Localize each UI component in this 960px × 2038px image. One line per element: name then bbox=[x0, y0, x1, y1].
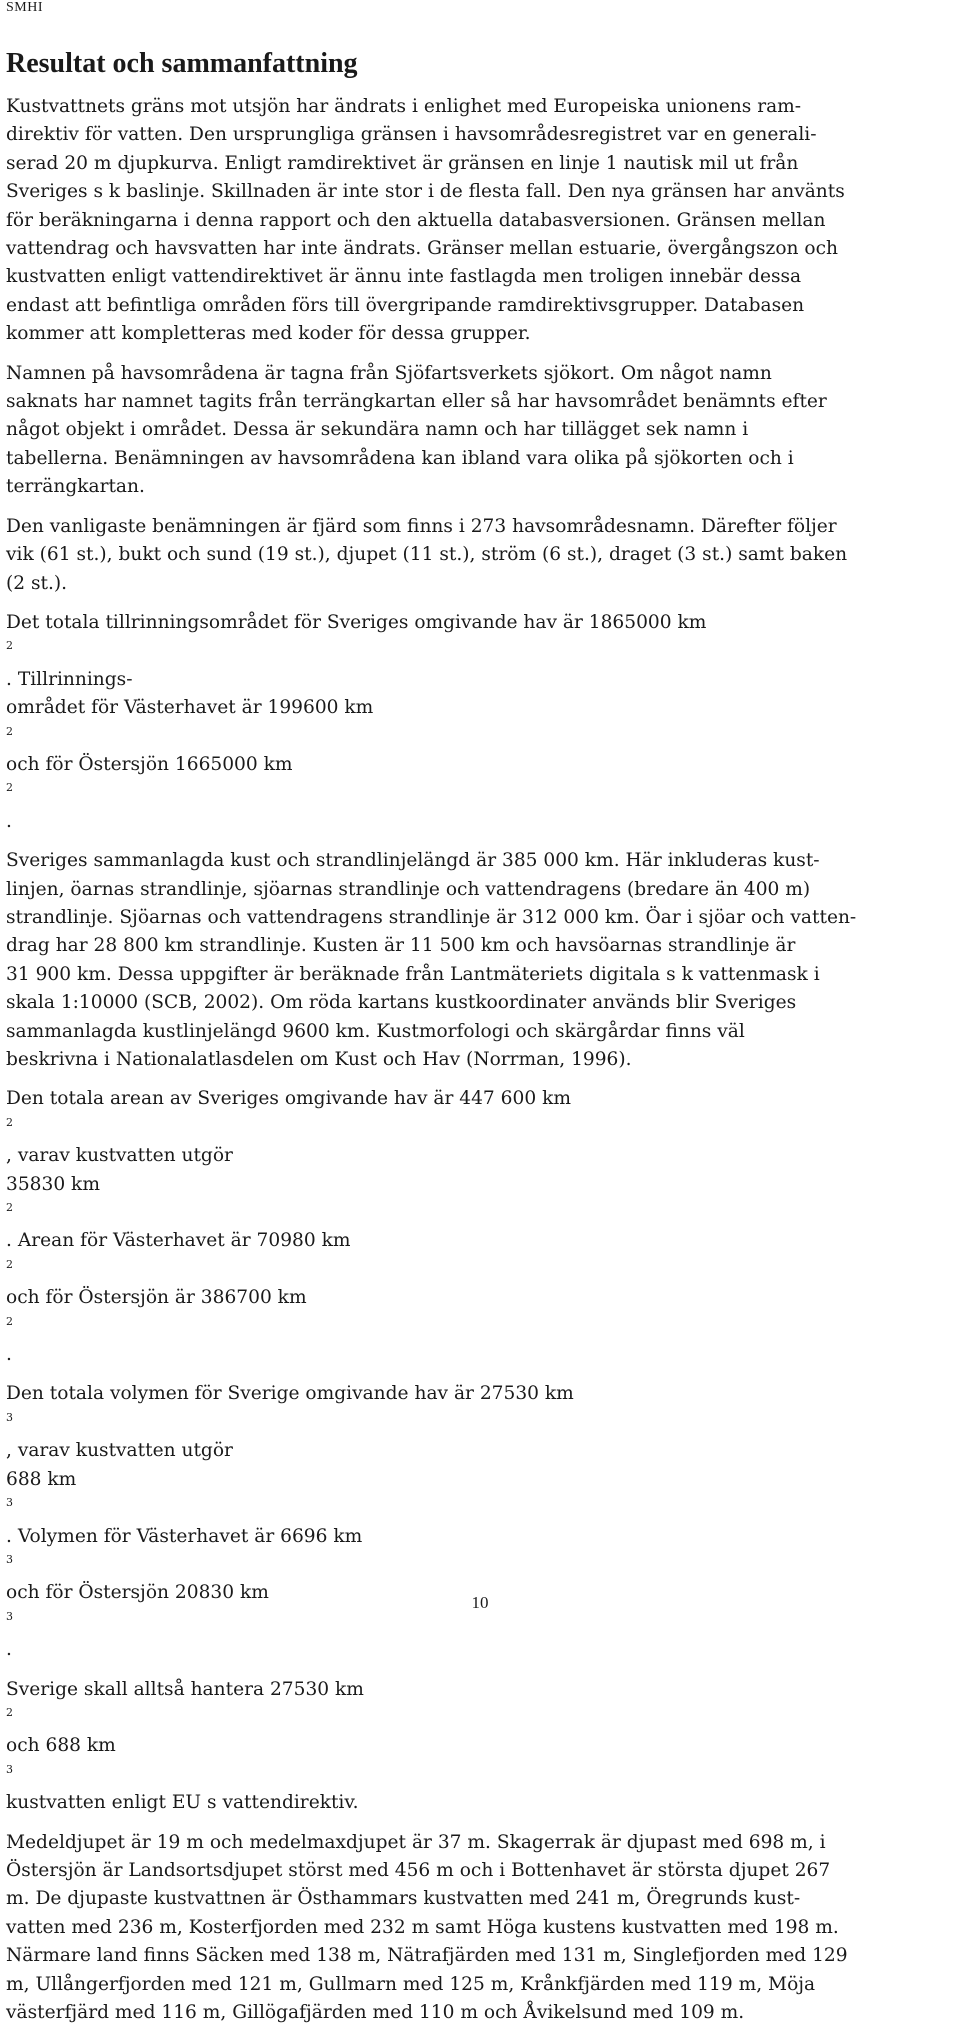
superscript: 2 bbox=[6, 1705, 13, 1719]
text-line: sammanlagda kustlinjelängd 9600 km. Kustmorfologi och skärgårdar finns väl bbox=[6, 1020, 745, 1042]
text-run: Sverige skall alltså hantera 27530 km bbox=[6, 1678, 364, 1700]
paragraph-sea-names bbox=[6, 360, 941, 502]
superscript: 3 bbox=[6, 1609, 13, 1623]
text-line: Medeldjupet är 19 m och medelmaxdjupet är 37 m. Skagerrak är djupast med 698 m, i bbox=[6, 1831, 826, 1853]
superscript: 2 bbox=[6, 639, 13, 653]
text-line: Kustvattnets gräns mot utsjön har ändrats i enlighet med Europeiska unionens ram- bbox=[6, 96, 802, 117]
text-run: . Volymen för Västerhavet är 6696 km bbox=[6, 1525, 363, 1547]
text-run: Den totala volymen för Sverige omgivande hav är 27530 km bbox=[6, 1383, 574, 1405]
text-run: . Tillrinnings- bbox=[6, 668, 133, 690]
text-line bbox=[6, 694, 941, 836]
text-line: (2 st.). bbox=[6, 572, 68, 594]
paragraph-directive-summary bbox=[6, 1676, 941, 1818]
text-run: och 688 km bbox=[6, 1735, 116, 1757]
superscript: 3 bbox=[6, 1552, 13, 1566]
text-line: något objekt i området. Dessa är sekundära namn och har tillägget sek namn i bbox=[6, 419, 749, 441]
text-line: västerfjärd med 116 m, Gillögafjärden med 110 m och Åvikelsund med 109 m. bbox=[6, 2002, 745, 2023]
paragraph-coastal-boundary bbox=[6, 93, 941, 349]
superscript: 2 bbox=[6, 1314, 13, 1328]
text-run: . Arean för Västerhavet är 70980 km bbox=[6, 1230, 351, 1252]
text-line: serad 20 m djupkurva. Enligt ramdirektivet är gränsen en linje 1 nautisk mil ut från bbox=[6, 152, 799, 174]
paragraph-name-frequency bbox=[6, 513, 941, 598]
paragraph-total-area bbox=[6, 1085, 941, 1369]
text-run: området för Västerhavet är 199600 km bbox=[6, 697, 374, 719]
paragraph-catchment-area bbox=[6, 609, 941, 836]
text-line: skala 1:10000 (SCB, 2002). Om röda kartans kustkoordinater används blir Sveriges bbox=[6, 992, 797, 1014]
paragraph-coastline-length bbox=[6, 847, 941, 1074]
paragraph-depths bbox=[6, 1829, 941, 2028]
text-line: kommer att kompletteras med koder för dessa grupper. bbox=[6, 323, 531, 345]
page-number: 10 bbox=[471, 1593, 489, 1612]
text-run: och för Östersjön 20830 km bbox=[6, 1582, 269, 1604]
text-line: Sveriges s k baslinje. Skillnaden är inte stor i de flesta fall. Den nya gränsen har använts bbox=[6, 181, 845, 203]
text-line: m. De djupaste kustvattnen är Östhammars kustvatten med 241 m, Öregrunds kust- bbox=[6, 1888, 801, 1910]
text-run: , varav kustvatten utgör bbox=[6, 1440, 233, 1462]
body-text bbox=[6, 93, 941, 2038]
text-line: för beräkningarna i denna rapport och den aktuella databasversionen. Gränsen mellan bbox=[6, 209, 826, 231]
text-line: saknats har namnet tagits från terrängkartan eller så har havsområdet benämnts efter bbox=[6, 391, 827, 413]
text-line: Namnen på havsområdena är tagna från Sjöfartsverkets sjökort. Om något namn bbox=[6, 362, 772, 384]
text-line: Den vanligaste benämningen är fjärd som finns i 273 havsområdesnamn. Därefter följer bbox=[6, 515, 837, 537]
section-title: Resultat och sammanfattning bbox=[6, 48, 358, 79]
text-line: endast att befintliga områden förs till övergripande ramdirektivsgrupper. Databasen bbox=[6, 294, 805, 316]
text-run: och för Östersjön 1665000 km bbox=[6, 753, 293, 775]
text-line: direktiv för vatten. Den ursprungliga gränsen i havsområdesregistret var en generali- bbox=[6, 124, 817, 146]
superscript: 3 bbox=[6, 1496, 13, 1510]
text-run: . bbox=[6, 810, 12, 832]
text-line: Östersjön är Landsortsdjupet störst med 456 m och i Bottenhavet är största djupet 267 bbox=[6, 1859, 831, 1881]
text-line: Närmare land finns Säcken med 138 m, Nätrafjärden med 131 m, Singlefjorden med 129 bbox=[6, 1945, 848, 1967]
text-line: terrängkartan. bbox=[6, 476, 145, 498]
text-run: 35830 km bbox=[6, 1173, 100, 1195]
text-line: tabellerna. Benämningen av havsområdena kan ibland vara olika på sjökorten och i bbox=[6, 447, 794, 469]
text-line bbox=[6, 1085, 941, 1170]
text-run: Det totala tillrinningsområdet för Sveriges omgivande hav är 1865000 km bbox=[6, 611, 707, 633]
text-line bbox=[6, 1171, 941, 1370]
superscript: 3 bbox=[6, 1410, 13, 1424]
text-line: kustvatten enligt vattendirektivet är ännu inte fastlagda men troligen innebär dessa bbox=[6, 266, 802, 288]
text-line: m, Ullångerfjorden med 121 m, Gullmarn med 125 m, Krånkfjärden med 119 m, Möja bbox=[6, 1973, 816, 1995]
text-line bbox=[6, 1466, 941, 1665]
text-line: vatten med 236 m, Kosterfjorden med 232 m samt Höga kustens kustvatten med 198 m. bbox=[6, 1916, 839, 1938]
superscript: 2 bbox=[6, 1257, 13, 1271]
text-line: drag har 28 800 km strandlinje. Kusten är 11 500 km och havsöarnas strandlinje är bbox=[6, 935, 796, 957]
text-line bbox=[6, 1676, 941, 1818]
text-line: strandlinje. Sjöarnas och vattendragens strandlinje är 312 000 km. Öar i sjöar och vatten- bbox=[6, 906, 857, 928]
superscript: 2 bbox=[6, 724, 13, 738]
text-line: beskrivna i Nationalatlasdelen om Kust och Hav (Norrman, 1996). bbox=[6, 1049, 632, 1070]
text-line: linjen, öarnas strandlinje, sjöarnas strandlinje och vattendragens (bredare än 400 m) bbox=[6, 878, 811, 900]
text-line bbox=[6, 1380, 941, 1465]
superscript: 3 bbox=[6, 1762, 13, 1776]
text-run: . bbox=[6, 1639, 12, 1661]
text-run: Den totala arean av Sveriges omgivande hav är 447 600 km bbox=[6, 1088, 571, 1110]
superscript: 2 bbox=[6, 1115, 13, 1129]
text-line: vattendrag och havsvatten har inte ändrats. Gränser mellan estuarie, övergångszon och bbox=[6, 238, 839, 260]
text-line: 31 900 km. Dessa uppgifter är beräknade från Lantmäteriets digitala s k vattenmask i bbox=[6, 963, 820, 985]
text-line: vik (61 st.), bukt och sund (19 st.), djupet (11 st.), ström (6 st.), draget (3 st.) samt baken bbox=[6, 544, 848, 566]
superscript: 2 bbox=[6, 781, 13, 795]
running-header: SMHI bbox=[6, 0, 44, 15]
text-run: 688 km bbox=[6, 1468, 77, 1490]
text-run: , varav kustvatten utgör bbox=[6, 1145, 233, 1167]
text-run: kustvatten enligt EU s vattendirektiv. bbox=[6, 1792, 359, 1814]
text-run: . bbox=[6, 1344, 12, 1366]
paragraph-total-volume bbox=[6, 1380, 941, 1664]
text-line: Sveriges sammanlagda kust och strandlinjelängd är 385 000 km. Här inkluderas kust- bbox=[6, 850, 820, 872]
text-run: och för Östersjön är 386700 km bbox=[6, 1287, 307, 1309]
superscript: 2 bbox=[6, 1201, 13, 1215]
text-line bbox=[6, 609, 941, 694]
